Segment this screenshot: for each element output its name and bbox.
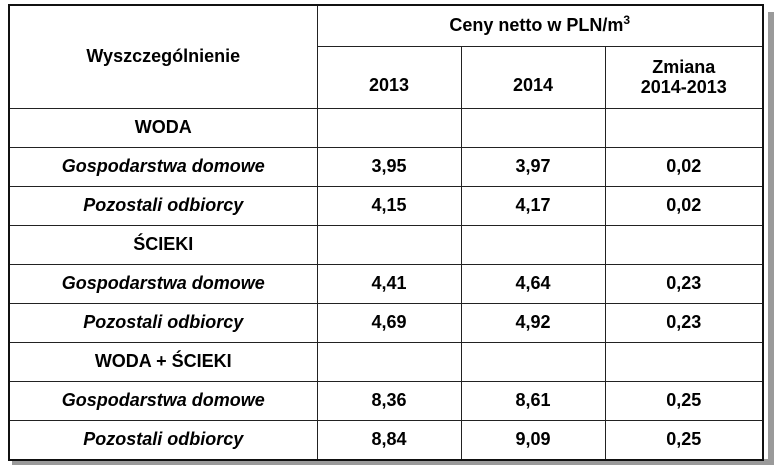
value-change: 0,02	[605, 148, 763, 187]
table-row	[9, 265, 763, 304]
description-column-header-text: Wyszczególnienie	[86, 46, 241, 67]
price-group-header-text: Ceny netto w PLN/m	[449, 15, 624, 36]
table-row	[9, 187, 763, 226]
row-label: Gospodarstwa domowe	[9, 148, 317, 187]
value-2014: 4,17	[461, 187, 605, 226]
empty-cell	[605, 226, 763, 265]
empty-cell	[461, 226, 605, 265]
year-2013-header-text: 2013	[368, 74, 410, 95]
value-2014: 3,97	[461, 148, 605, 187]
value-2013: 3,95	[317, 148, 461, 187]
row-label: Pozostali odbiorcy	[9, 421, 317, 461]
value-2013: 4,69	[317, 304, 461, 343]
value-2014: 9,09	[461, 421, 605, 461]
row-label: Pozostali odbiorcy	[9, 187, 317, 226]
row-label: Gospodarstwa domowe	[9, 265, 317, 304]
change-header-line1: Zmiana	[652, 56, 716, 77]
section-title: WODA + ŚCIEKI	[9, 343, 317, 382]
empty-cell	[605, 343, 763, 382]
value-2014: 8,61	[461, 382, 605, 421]
value-change: 0,02	[605, 187, 763, 226]
value-2013: 8,84	[317, 421, 461, 461]
empty-cell	[461, 109, 605, 148]
row-label: Gospodarstwa domowe	[9, 382, 317, 421]
value-2013: 4,41	[317, 265, 461, 304]
description-column-header	[9, 5, 317, 109]
section-row-scieki	[9, 226, 763, 265]
value-change: 0,25	[605, 421, 763, 461]
empty-cell	[317, 226, 461, 265]
empty-cell	[461, 343, 605, 382]
year-2013-header	[317, 47, 461, 109]
price-table	[8, 4, 764, 461]
table-row	[9, 382, 763, 421]
empty-cell	[317, 343, 461, 382]
value-2014: 4,92	[461, 304, 605, 343]
section-title: WODA	[9, 109, 317, 148]
value-change: 0,23	[605, 304, 763, 343]
year-2014-header	[461, 47, 605, 109]
header-row-top	[9, 5, 763, 47]
empty-cell	[605, 109, 763, 148]
empty-cell	[317, 109, 461, 148]
change-header	[605, 47, 763, 109]
table-shadow-right	[768, 12, 774, 464]
value-2013: 8,36	[317, 382, 461, 421]
table-row	[9, 304, 763, 343]
row-label: Pozostali odbiorcy	[9, 304, 317, 343]
value-change: 0,23	[605, 265, 763, 304]
price-group-header	[317, 5, 763, 47]
value-2013: 4,15	[317, 187, 461, 226]
year-2014-header-text: 2014	[512, 74, 554, 95]
table-row	[9, 421, 763, 461]
section-row-woda-scieki	[9, 343, 763, 382]
price-group-header-superscript: 3	[623, 13, 631, 28]
value-2014: 4,64	[461, 265, 605, 304]
change-header-line2: 2014-2013	[640, 76, 727, 97]
value-change: 0,25	[605, 382, 763, 421]
table-row	[9, 148, 763, 187]
section-row-woda	[9, 109, 763, 148]
section-title: ŚCIEKI	[9, 226, 317, 265]
